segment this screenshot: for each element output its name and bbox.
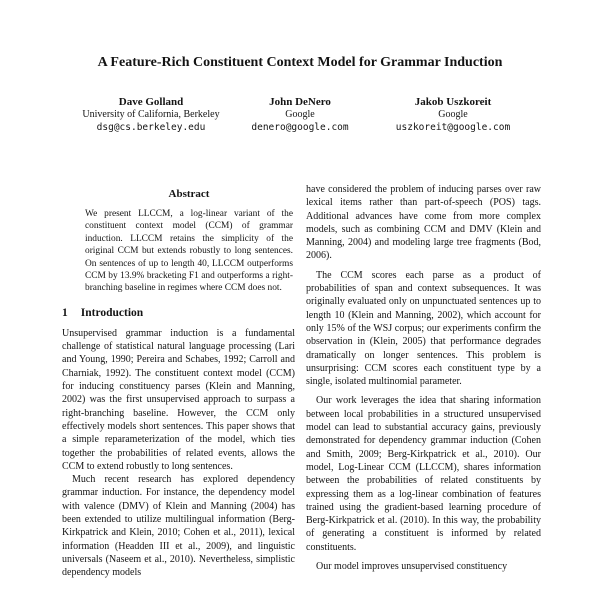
author-1-email: dsg@cs.berkeley.edu [96,122,206,133]
author-3-email: uszkoreit@google.com [395,122,511,133]
paragraph: Unsupervised grammar induction is a fundamental challenge of statistical natural language processing (Lari and Young, 1990; Pereira and Schabes, 1992; Carroll and Charniak, 1992). The constituent context model (CCM) for inducing constituency parses (Klein and Manning, 2002) was the first unsupervised approach to surpass a right-branching baseline. However, the CCM only effectively models short sentences. This paper shows that a simple reparameterization of the model, which ties together the probabilities of related events, allows the CCM to extend robustly to long sentences. [62,327,295,472]
author-3-affiliation: Google [438,109,468,120]
abstract-section [85,188,293,295]
right-column [306,183,541,579]
section-title: Introduction [80,306,144,319]
two-column-body [62,183,600,579]
author-2-affiliation: Google [285,109,315,120]
left-column [62,183,295,579]
author-1-name: Dave Golland [118,96,184,108]
author-2-name: John DeNero [269,96,331,108]
abstract-heading: Abstract [168,188,210,200]
author-block [0,96,600,140]
section-number: 1 [62,306,68,319]
paragraph: have considered the problem of inducing parses over raw lexical items rather than part-of-speech (POS) tags. Additional advances have come from more complex models, such as combining CCM and DMV (Klein and Manning, 2004) and modeling large tree fragments (Bod, 2006). [306,184,541,262]
paragraph: The CCM scores each parse as a product of probabilities of span and context subsequences. It was originally evaluated only on unpunctuated sentences up to length 10 (Klein and Manning, 2002), which account for only 15% of the WSJ corpus; our experiments confirm the observation in (Klein, 2005) that performance degrades dramatically on longer sentences. This problem is unsurprising: CCM scores each constituent type by a single, isolated multinomial parameter. [306,269,541,388]
author-1-affiliation: University of California, Berkeley [82,109,220,120]
abstract-text: We present LLCCM, a log-linear variant of the constituent context model (CCM) of grammar induction. LLCCM retains the simplicity of the original CCM but extends robustly to long sentences. On sentences of up to length 40, LLCCM outperforms CCM by 13.9% bracketing F1 and outperforms a right-branching baseline in regimes where CCM does not. [85,209,293,294]
paper-title: A Feature-Rich Constituent Context Model for Grammar Induction [97,55,503,70]
section-heading-introduction [62,306,295,320]
paragraph: Our model improves unsupervised constituency [316,561,508,573]
paragraph: Much recent research has explored dependency grammar induction. For instance, the dependency model with valence (DMV) of Klein and Manning (2004) has been extended to utilize multilingual information (Berg-Kirkpatrick and Klein, 2010; Cohen et al., 2011), lexical information (Headden III et al., 2009), and linguistic universals (Naseem et al., 2010). Nevertheless, simplistic dependency models [62,474,295,579]
paragraph: Our work leverages the idea that sharing information between local probabilities in a structured unsupervised model can lead to substantial accuracy gains, previously demonstrated for dependency grammar induction (Cohen and Smith, 2009; Berg-Kirkpatrick et al., 2010). Our model, Log-Linear CCM (LLCCM), shares information between the probabilities of related constituents by expressing them as a log-linear combination of features trained using the gradient-based learning procedure of Berg-Kirkpatrick et al. (2010). In this way, the probability of generating a constituent is informed by related constituents. [306,395,541,553]
author-3-name: Jakob Uszkoreit [414,96,492,108]
author-3 [378,96,528,134]
author-1 [62,96,240,134]
author-2-email: denero@google.com [251,122,349,133]
author-2 [230,96,370,134]
